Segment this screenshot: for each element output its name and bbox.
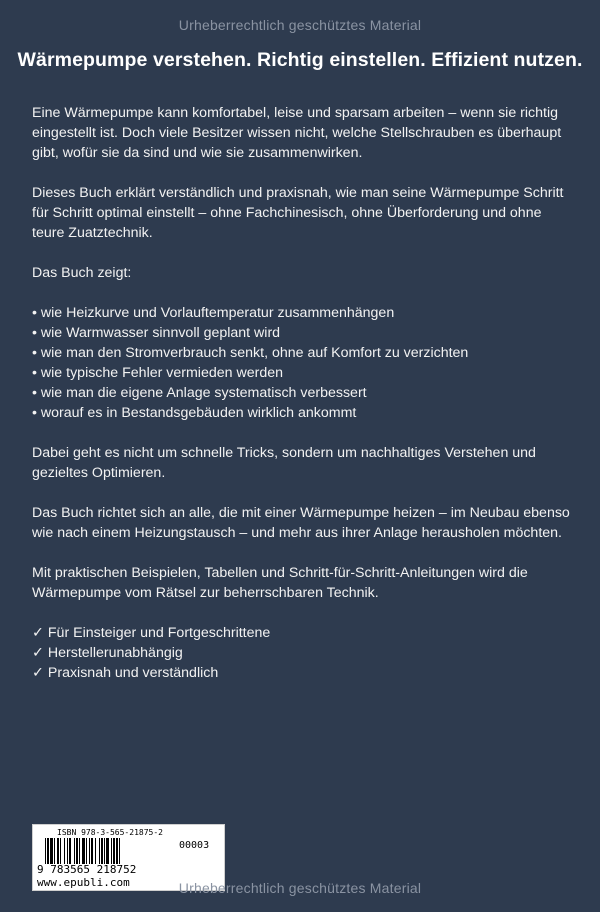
check-icon: ✓ (32, 625, 44, 641)
paragraph-intro: Eine Wärmepumpe kann komfortabel, leise und sparsam arbeiten – wenn sie richtig eingestellt ist. Doch viele Besitzer wissen nicht, welche Stellschrauben es überhaupt gibt, wofür sie da sind und wie sie zusammenwirken. (32, 105, 562, 161)
check-list (32, 623, 572, 683)
watermark-bottom: Urheberrechtlich geschütztes Material (178, 880, 422, 896)
list-item: • wie typische Fehler vermieden werden (32, 365, 283, 381)
check-item (32, 643, 572, 663)
list-item: • wie Heizkurve und Vorlauftemperatur zusammenhängen (32, 305, 395, 321)
check-item (32, 663, 572, 683)
check-item-label: Herstellerunabhängig (47, 645, 183, 661)
paragraph-closing: Mit praktischen Beispielen, Tabellen und Schritt-für-Schritt-Anleitungen wird die Wärmepumpe vom Rätsel zur beherrschbaren Technik. (32, 565, 528, 601)
list-item: • wie man die eigene Anlage systematisch verbessert (32, 385, 367, 401)
publisher-url: www.epubli.com (37, 876, 130, 889)
paragraph-tricks: Dabei geht es nicht um schnelle Tricks, sondern um nachhaltiges Verstehen und gezieltes Optimieren. (32, 445, 536, 481)
barcode-number: 9 783565 218752 (37, 863, 137, 876)
watermark-top: Urheberrechtlich geschütztes Material (178, 17, 422, 33)
paragraph-list-intro: Das Buch zeigt: (32, 265, 132, 281)
check-icon: ✓ (32, 665, 44, 681)
check-icon: ✓ (32, 645, 44, 661)
feature-list (32, 303, 572, 423)
paragraph-explain: Dieses Buch erklärt verständlich und praxisnah, wie man seine Wärmepumpe Schritt für Schritt optimal einstellt – ohne Fachchinesisch, ohne Überforderung und ohne teure Zuatztechnik. (32, 185, 564, 241)
barcode-addon: 00003 (179, 840, 210, 851)
check-item (32, 623, 572, 643)
check-item-label: Praxisnah und verständlich (47, 665, 219, 681)
paragraph-audience: Das Buch richtet sich an alle, die mit einer Wärmepumpe heizen – im Neubau ebenso wie nach einem Heizungstausch – und mehr aus ihrer Anlage herausholen möchten. (32, 505, 570, 541)
barcode-icon (45, 838, 177, 864)
back-cover-headline: Wärmepumpe verstehen. Richtig einstellen. Effizient nutzen. (17, 49, 583, 71)
isbn-label: ISBN 978-3-565-21875-2 (57, 828, 163, 837)
blurb-text (32, 103, 572, 703)
check-item-label: Für Einsteiger und Fortgeschrittene (47, 625, 271, 641)
list-item: • worauf es in Bestandsgebäuden wirklich ankommt (32, 405, 357, 421)
list-item: • wie man den Stromverbrauch senkt, ohne auf Komfort zu verzichten (32, 345, 469, 361)
list-item: • wie Warmwasser sinnvoll geplant wird (32, 325, 281, 341)
